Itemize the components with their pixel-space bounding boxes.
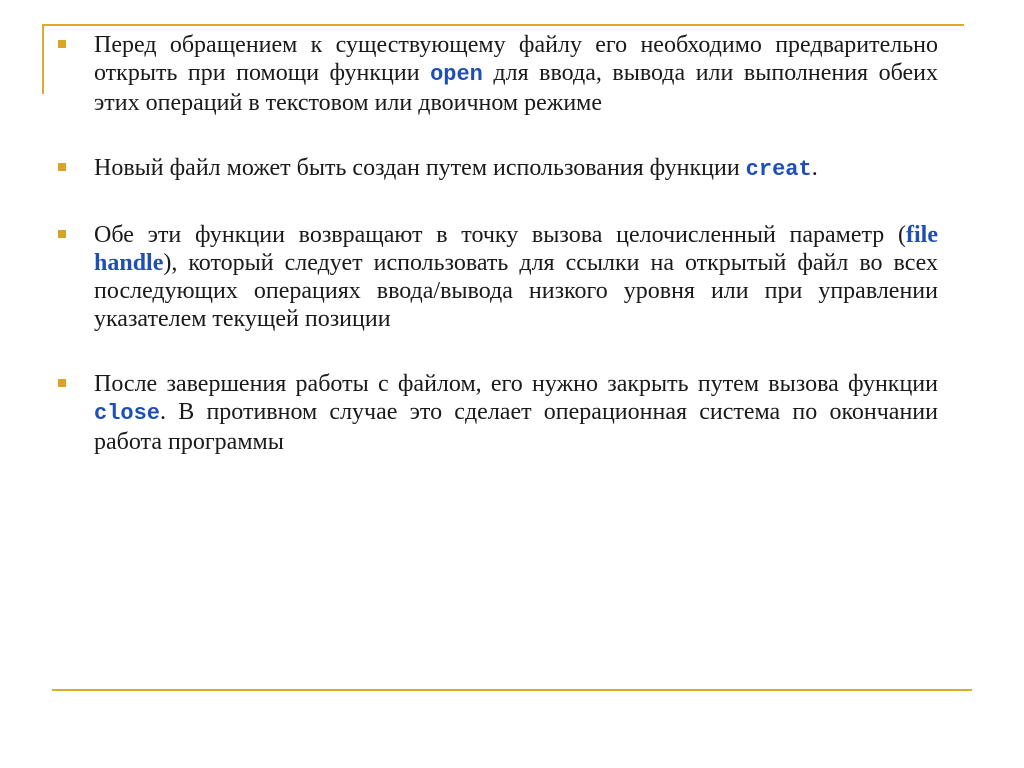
text-segment: Перед обращением к существующему файлу его необходимо предварительно открыть при помощи функции — [94, 32, 938, 86]
text-segment: для ввода, вывода или выполнения обеих этих операций в текстовом или двоичном режиме — [94, 60, 938, 116]
term-file-handle: file handle — [94, 222, 938, 276]
text-segment: Обе эти функции возвращают в точку вызова целочисленный параметр ( — [94, 222, 907, 248]
text-segment: ), который следует использовать для ссылки на открытый файл во всех последующих операциях ввода/вывода низкого уровня или при управлении указателем текущей позиции — [94, 250, 938, 332]
text-segment: . В противном случае это сделает операционная система по окончании работа программы — [94, 399, 938, 455]
square-bullet-icon — [58, 379, 66, 387]
text-segment: . — [811, 155, 818, 181]
slide-content — [52, 31, 938, 493]
bullet-text — [94, 370, 938, 456]
frame-top-rule — [42, 24, 964, 26]
text-segment: После завершения работы с файлом, его нужно закрыть путем вызова функции — [94, 371, 938, 397]
square-bullet-icon — [58, 163, 66, 171]
bullet-text — [94, 221, 938, 333]
bullet-item-close — [52, 370, 938, 456]
bullet-item-creat — [52, 154, 938, 184]
text-segment: Новый файл может быть создан путем использования функции — [94, 155, 746, 181]
code-keyword-creat: creat — [745, 157, 812, 182]
frame-left-rule — [42, 24, 44, 94]
code-keyword-open: open — [430, 62, 483, 87]
bullet-text — [94, 154, 938, 184]
square-bullet-icon — [58, 40, 66, 48]
frame-bottom-rule — [52, 689, 972, 691]
square-bullet-icon — [58, 230, 66, 238]
bullet-item-file-handle — [52, 221, 938, 333]
bullet-item-open — [52, 31, 938, 117]
bullet-text — [94, 31, 938, 117]
code-keyword-close: close — [94, 401, 161, 426]
